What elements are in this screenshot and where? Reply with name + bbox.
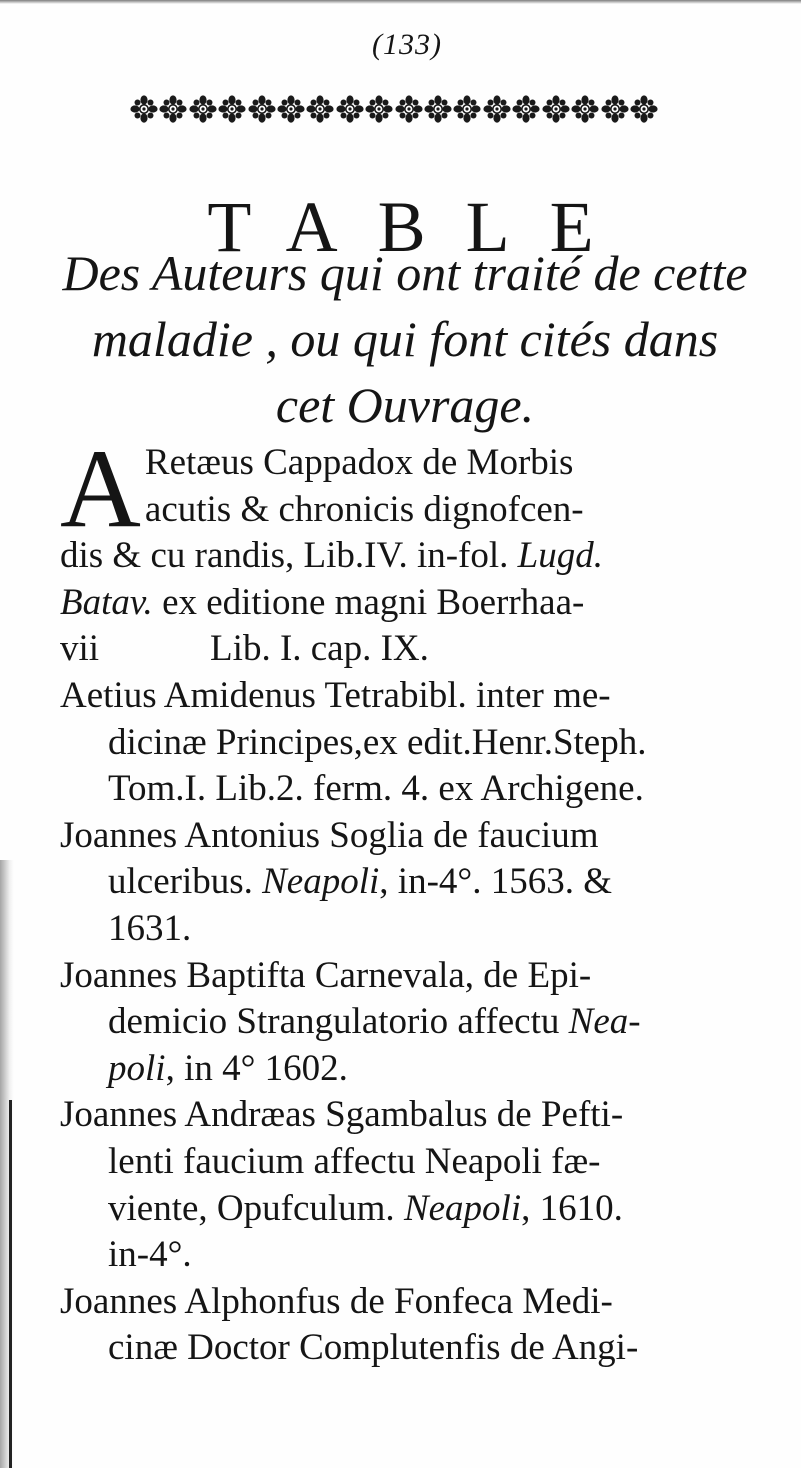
floral-ornament-icon — [542, 95, 570, 123]
floral-ornament-icon — [630, 95, 658, 123]
italic-text: Lugd. — [517, 535, 603, 577]
entry-line — [60, 533, 780, 580]
italic-text: Batav. — [60, 581, 153, 623]
author-entry — [60, 1279, 780, 1372]
entry-text: Retæus Cappadox de Morbis — [144, 442, 574, 483]
floral-ornament-icon — [277, 95, 305, 123]
entry-text: viente, Opufculum. — [108, 1187, 404, 1229]
entry-line — [60, 673, 780, 720]
ornament-band — [130, 90, 658, 128]
floral-ornament-icon — [424, 95, 452, 123]
entry-text: Tom.I. Lib.2. ferm. 4. ex Archigene. — [108, 768, 644, 810]
author-entry — [60, 953, 780, 1093]
entry-text: Joannes Baptifta Carnevala, de Epi- — [60, 954, 592, 996]
entry-text: Joannes Antonius Soglia de faucium — [60, 814, 599, 856]
entry-text: Aetius Amidenus Tetrabibl. inter me- — [60, 674, 611, 716]
author-entry — [60, 1092, 780, 1278]
entry-line — [60, 999, 780, 1046]
entry-text: dicinæ Principes,ex edit.Henr.Steph. — [108, 721, 647, 763]
entry-line — [60, 720, 780, 767]
subtitle-line-1: Des Auteurs qui ont traité de cette — [62, 245, 748, 301]
floral-ornament-icon — [571, 95, 599, 123]
author-entries — [60, 427, 780, 1372]
entry-text: , in-4°. 1563. & — [379, 861, 612, 903]
author-entry — [60, 813, 780, 953]
entry-line — [60, 766, 780, 813]
entry-line — [60, 440, 780, 487]
entry-line — [60, 580, 780, 627]
entry-text: , 1610. — [521, 1187, 623, 1229]
drop-cap: A — [60, 427, 141, 551]
entry-text: lenti faucium affectu Neapoli fæ- — [108, 1140, 601, 1182]
entry-text: in-4°. — [108, 1234, 192, 1276]
page-number: (133) — [372, 28, 442, 61]
floral-ornament-icon — [218, 95, 246, 123]
entry-line — [60, 1186, 780, 1233]
entry-line — [60, 953, 780, 1000]
entry-text: Joannes Andræas Sgambalus de Pefti- — [60, 1094, 624, 1136]
italic-text: Neapoli — [403, 1187, 522, 1229]
entry-text: ex editione magni Boerrhaa- — [152, 581, 585, 623]
floral-ornament-icon — [365, 95, 393, 123]
entry-text: dis & cu randis, Lib.IV. in-fol. — [60, 535, 518, 577]
floral-ornament-icon — [159, 95, 187, 123]
entry-text: acutis & chronicis dignofcen- — [144, 488, 584, 530]
entry-text: ulceribus. — [108, 861, 263, 903]
page-title: TABLE — [207, 187, 634, 268]
floral-ornament-icon — [453, 95, 481, 123]
entry-text: , in 4° 1602. — [165, 1047, 348, 1089]
subtitle-line-2: maladie , ou qui font cités dans — [91, 311, 719, 367]
author-entry — [60, 673, 780, 813]
italic-text: Nea- — [568, 1001, 641, 1043]
entry-line — [60, 626, 780, 673]
entry-line — [60, 1325, 780, 1372]
author-entry — [60, 427, 780, 673]
entry-line — [60, 813, 780, 860]
floral-ornament-icon — [483, 95, 511, 123]
entry-text: cinæ Doctor Complutenfis de Angi- — [108, 1327, 639, 1369]
entry-line — [60, 1279, 780, 1326]
entry-text: vii Lib. I. cap. IX. — [60, 628, 429, 670]
scan-top-edge — [0, 0, 801, 4]
entry-text: 1631. — [108, 907, 192, 949]
entry-text: Joannes Alphonfus de Fonfeca Medi- — [60, 1280, 613, 1322]
entry-line — [60, 859, 780, 906]
floral-ornament-icon — [512, 95, 540, 123]
floral-ornament-icon — [601, 95, 629, 123]
entry-line — [60, 906, 780, 953]
subtitle-line-3: cet Ouvrage. — [275, 377, 535, 433]
entry-line — [60, 1232, 780, 1279]
floral-ornament-icon — [395, 95, 423, 123]
entry-line — [60, 487, 780, 534]
floral-ornament-icon — [130, 95, 158, 123]
floral-ornament-icon — [306, 95, 334, 123]
entry-line — [60, 1139, 780, 1186]
subtitle — [60, 240, 750, 438]
entry-line — [60, 1046, 780, 1093]
floral-ornament-icon — [336, 95, 364, 123]
italic-text: poli — [108, 1047, 166, 1089]
scan-edge-line — [9, 1100, 12, 1468]
floral-ornament-icon — [248, 95, 276, 123]
entry-text: demicio Strangulatorio affectu — [108, 1001, 569, 1043]
entry-line — [60, 1092, 780, 1139]
italic-text: Neapoli — [262, 861, 380, 903]
floral-ornament-icon — [189, 95, 217, 123]
